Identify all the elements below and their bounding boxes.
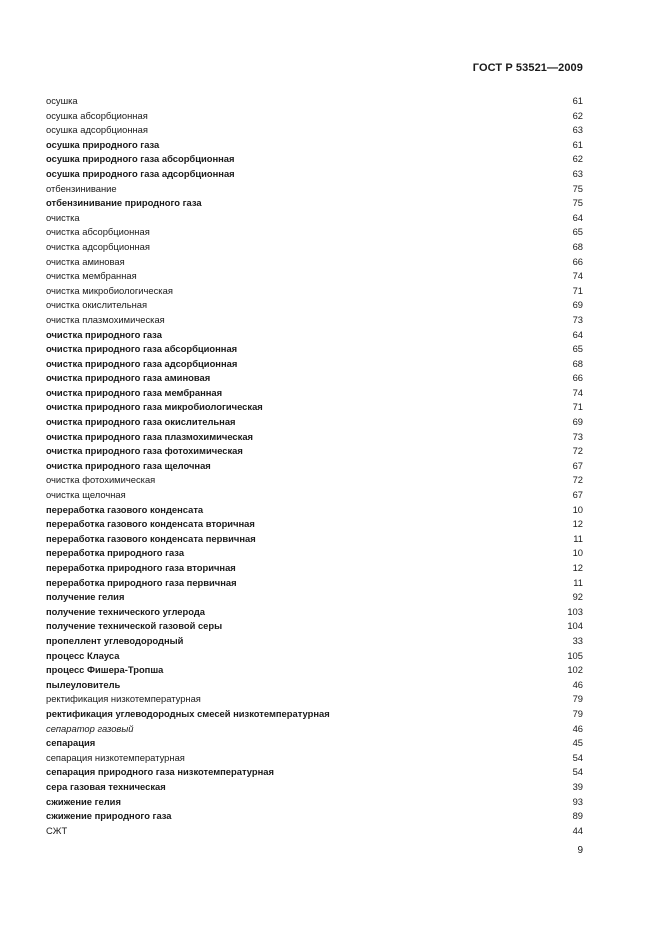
index-term: очистка природного газа щелочная [46,459,211,471]
index-term: осушка абсорбционная [46,109,148,121]
index-term: очистка адсорбционная [46,240,150,252]
index-term: осушка природного газа [46,138,160,150]
index-page-ref: 39 [572,780,583,792]
index-page-ref: 46 [572,678,583,690]
index-entry [46,503,583,518]
index-entry [46,444,583,459]
index-page-ref: 63 [572,167,583,179]
index-entry [46,634,583,649]
index-page-ref: 64 [572,211,583,223]
index-term: очистка плазмохимическая [46,313,165,325]
index-term: пылеуловитель [46,678,121,690]
index-term: очистка [46,211,80,223]
page-number: 9 [577,845,583,856]
index-entry [46,605,583,620]
index-entry [46,619,583,634]
index-page-ref: 102 [567,664,583,676]
index-term: сепарация низкотемпературная [46,751,185,763]
index-page-ref: 54 [572,766,583,778]
index-term: отбензинивание природного газа [46,197,202,209]
index-entry [46,298,583,313]
index-term: очистка микробиологическая [46,284,173,296]
index-term: очистка аминовая [46,255,125,267]
index-page-ref: 67 [572,489,583,501]
index-page-ref: 103 [567,605,583,617]
index-page-ref: 12 [572,562,583,573]
index-entry [46,678,583,693]
index-page-ref: 46 [572,722,583,734]
index-page-ref: 62 [572,109,583,121]
index-page-ref: 79 [572,707,583,719]
index-entry [46,386,583,401]
index-term: переработка газового конденсата вторичная [46,518,255,530]
index-entry [46,371,583,386]
index-entry [46,765,583,780]
index-term: переработка природного газа вторичная [46,562,236,573]
index-entry [46,576,583,591]
index-entry [46,780,583,795]
index-term: процесс Фишера-Тропша [46,664,164,676]
index-page-ref: 67 [572,459,583,471]
index-page-ref: 45 [572,737,583,749]
index-page-ref: 72 [572,445,583,457]
index-page-ref: 74 [572,270,583,282]
index-term: осушка [46,95,78,106]
index-entry [46,561,583,576]
index-term: очистка природного газа плазмохимическая [46,430,254,442]
index-entry [46,736,583,751]
index-page-ref: 71 [572,401,583,413]
subject-index [46,94,583,838]
index-entry [46,225,583,240]
index-page-ref: 44 [572,824,583,836]
index-entry [46,269,583,284]
index-page-ref: 105 [567,649,583,661]
index-entry [46,255,583,270]
index-page-ref: 11 [573,532,583,544]
index-term: очистка природного газа фотохимическая [46,445,243,457]
index-entry [46,824,583,839]
index-term: переработка природного газа первичная [46,576,237,588]
index-term: очистка абсорбционная [46,226,150,238]
index-page-ref: 61 [572,95,583,106]
index-entry [46,167,583,182]
index-entry [46,138,583,153]
index-term: очистка окислительная [46,299,148,311]
index-page-ref: 12 [572,518,583,530]
index-page-ref: 66 [572,255,583,267]
index-entry [46,473,583,488]
index-term: ректификация низкотемпературная [46,693,201,705]
index-term: осушка природного газа абсорбционная [46,153,235,165]
index-entry [46,109,583,124]
index-entry [46,313,583,328]
index-entry [46,123,583,138]
index-term: процесс Клауса [46,649,120,661]
index-term: очистка фотохимическая [46,474,156,486]
index-page-ref: 69 [572,299,583,311]
index-entry [46,196,583,211]
index-page-ref: 89 [572,810,583,822]
index-page-ref: 66 [572,372,583,384]
index-term: осушка адсорбционная [46,124,148,136]
index-entry [46,430,583,445]
index-page-ref: 69 [572,416,583,428]
index-entry [46,751,583,766]
index-page-ref: 33 [572,634,583,646]
index-page-ref: 75 [572,182,583,194]
index-page-ref: 79 [572,693,583,705]
index-term: переработка природного газа [46,547,185,559]
document-header: ГОСТ Р 53521—2009 [472,62,583,74]
index-entry [46,94,583,109]
index-term: сепарация [46,737,96,749]
index-entry [46,722,583,737]
index-page-ref: 68 [572,357,583,369]
index-entry [46,152,583,167]
index-entry [46,328,583,343]
index-term: переработка газового конденсата первичная [46,532,256,544]
index-entry [46,663,583,678]
index-page-ref: 11 [573,576,583,588]
index-term: очистка природного газа мембранная [46,386,223,398]
index-term: очистка щелочная [46,489,126,501]
index-page-ref: 65 [572,343,583,355]
index-entry [46,240,583,255]
index-page-ref: 10 [572,503,583,515]
index-entry [46,692,583,707]
index-term: очистка мембранная [46,270,137,282]
index-page-ref: 104 [567,620,583,632]
index-entry [46,357,583,372]
index-page-ref: 61 [572,138,583,150]
index-entry [46,284,583,299]
index-entry [46,488,583,503]
index-page-ref: 63 [572,124,583,136]
index-entry [46,532,583,547]
index-term: очистка природного газа окислительная [46,416,236,428]
index-term: очистка природного газа микробиологическая [46,401,263,413]
index-page-ref: 92 [572,591,583,603]
index-term: сера газовая техническая [46,780,166,792]
index-page-ref: 73 [572,313,583,325]
index-page-ref: 65 [572,226,583,238]
index-entry [46,459,583,474]
index-page-ref: 62 [572,153,583,165]
index-entry [46,517,583,532]
index-page-ref: 71 [572,284,583,296]
index-entry [46,649,583,664]
index-entry [46,415,583,430]
index-term: очистка природного газа адсорбционная [46,357,238,369]
index-term: сжижение природного газа [46,810,172,822]
index-term: пропеллент углеводородный [46,634,184,646]
index-term: сепаратор газовый [46,722,134,734]
index-entry [46,795,583,810]
index-term: получение гелия [46,591,125,603]
index-term: получение технического углерода [46,605,206,617]
index-page-ref: 75 [572,197,583,209]
index-page-ref: 72 [572,474,583,486]
index-entry [46,809,583,824]
index-page-ref: 73 [572,430,583,442]
index-entry [46,590,583,605]
index-term: ректификация углеводородных смесей низкотемпературная [46,707,330,719]
index-term: отбензинивание [46,182,117,194]
index-page-ref: 64 [572,328,583,340]
index-page-ref: 10 [572,547,583,559]
index-entry [46,342,583,357]
index-entry [46,182,583,197]
index-page-ref: 93 [572,795,583,807]
index-entry [46,400,583,415]
index-term: осушка природного газа адсорбционная [46,167,235,179]
index-entry [46,211,583,226]
index-term: очистка природного газа абсорбционная [46,343,238,355]
index-term: сепарация природного газа низкотемпературная [46,766,274,778]
index-term: очистка природного газа [46,328,162,340]
index-page-ref: 74 [572,386,583,398]
index-term: очистка природного газа аминовая [46,372,211,384]
index-term: получение технической газовой серы [46,620,223,632]
index-term: переработка газового конденсата [46,503,204,515]
index-entry [46,546,583,561]
index-term: сжижение гелия [46,795,121,807]
index-page-ref: 54 [572,751,583,763]
index-term: СЖТ [46,824,68,836]
index-entry [46,707,583,722]
index-page-ref: 68 [572,240,583,252]
